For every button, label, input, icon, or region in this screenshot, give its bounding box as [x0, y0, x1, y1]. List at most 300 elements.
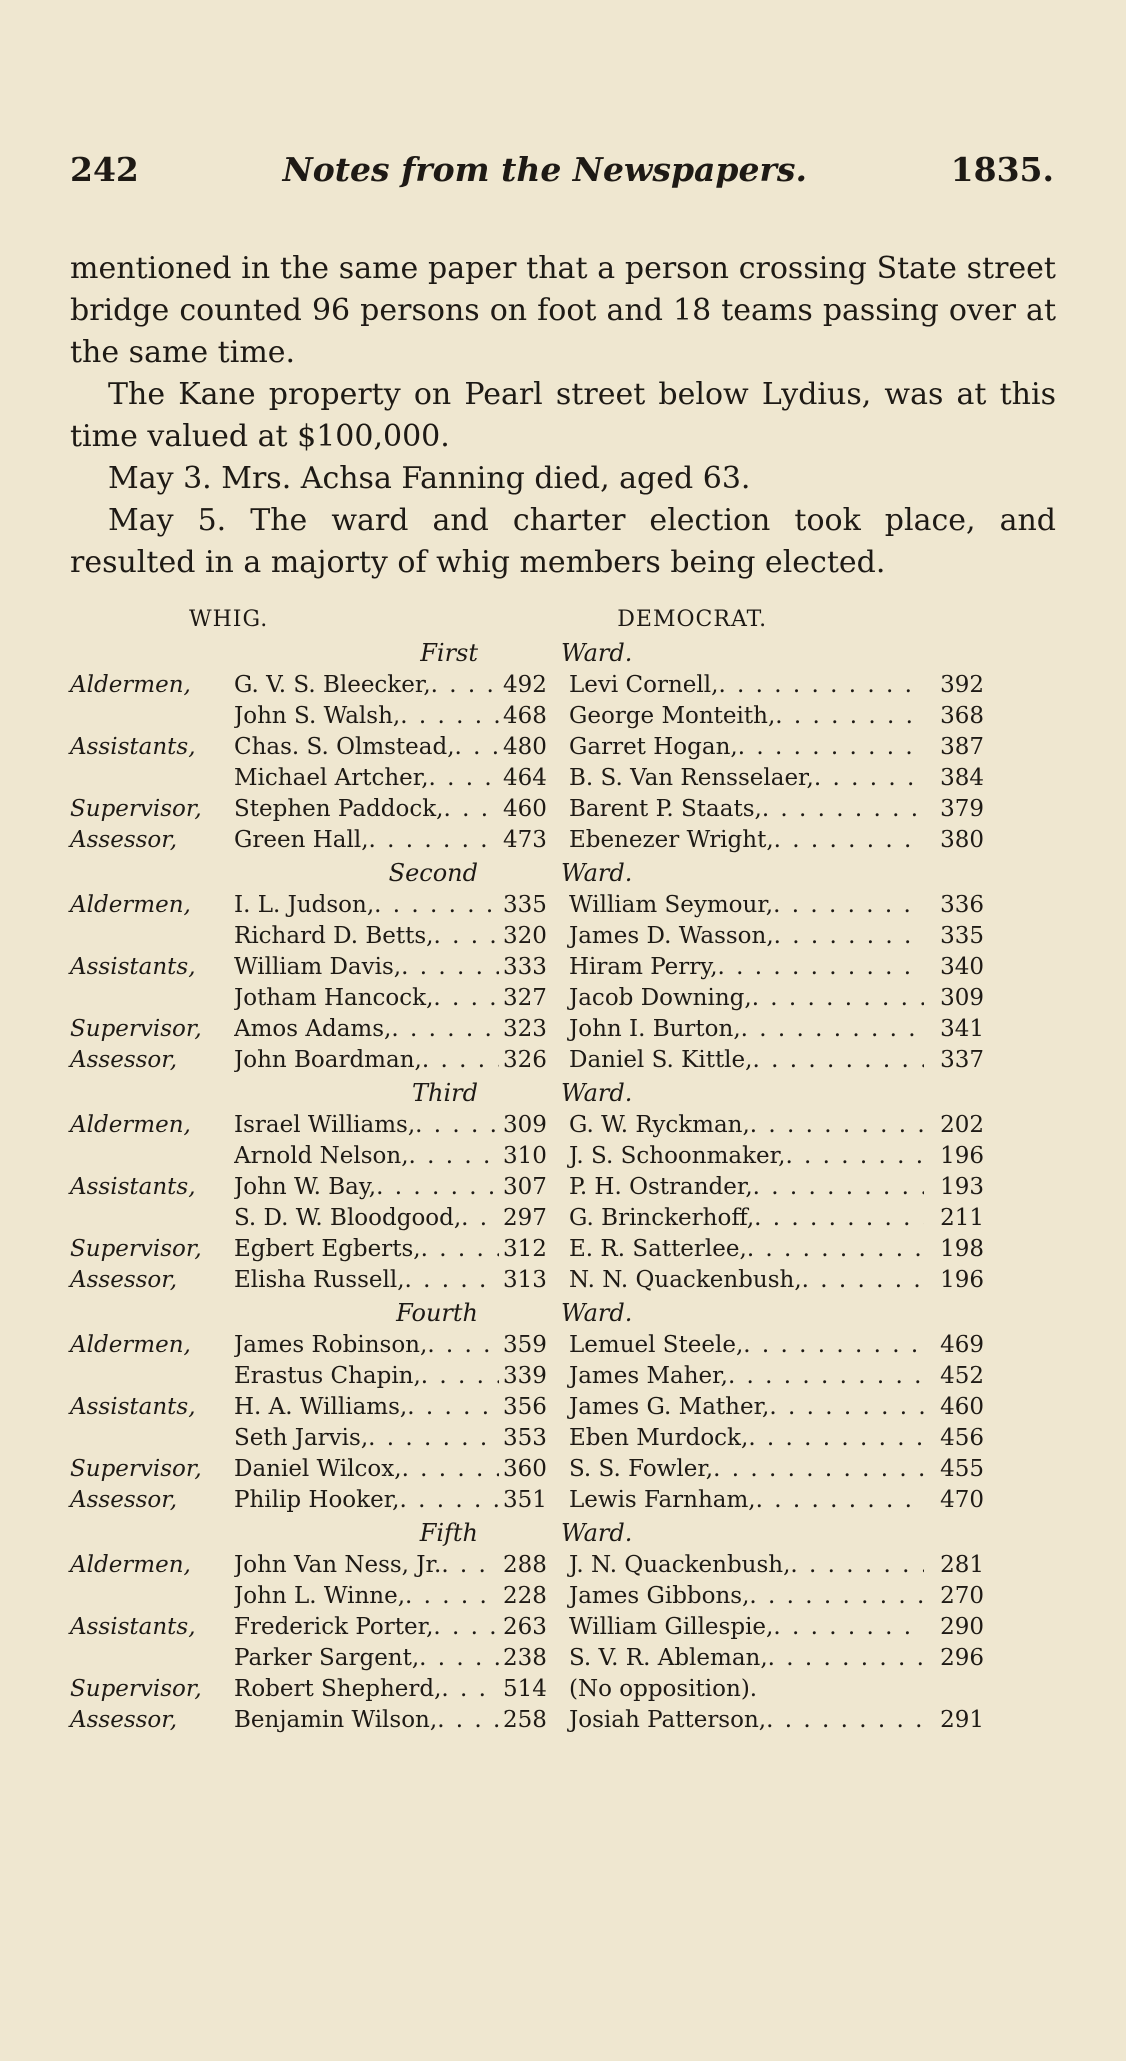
- table-row: [70, 1612, 1056, 1643]
- table-row: [70, 794, 1056, 825]
- whig-candidate-cell: [234, 1392, 499, 1423]
- whig-votes: 473: [503, 827, 547, 853]
- democrat-candidate-cell: [561, 1361, 924, 1392]
- paragraph: The Kane property on Pearl street below Lydius, was at this time valued at $100,000.: [70, 377, 1056, 454]
- whig-candidate-cell: [234, 921, 499, 952]
- table-row: [70, 670, 1056, 701]
- paragraph: mentioned in the same paper that a person crossing State street bridge counted 96 persons on foot and 18 teams passing over at the same time.: [70, 251, 1056, 370]
- democrat-candidate-cell: [561, 1581, 924, 1612]
- running-year: 1835.: [950, 150, 1054, 189]
- office-label: Aldermen,: [70, 672, 191, 698]
- whig-votes: 492: [503, 672, 547, 698]
- democrat-candidate-cell: [561, 1643, 924, 1674]
- office-label: [70, 921, 234, 952]
- table-row: [70, 1454, 1056, 1485]
- office-label: Aldermen,: [70, 1552, 191, 1578]
- democrat-candidate: James Gibbons,: [569, 1583, 750, 1609]
- whig-candidate-cell: [234, 1110, 499, 1141]
- table-row: [70, 1014, 1056, 1045]
- democrat-candidate-cell: [561, 763, 924, 794]
- whig-candidate: Green Hall,: [234, 827, 369, 853]
- whig-candidate: Erastus Chapin,: [234, 1363, 421, 1389]
- democrat-candidate: George Monteith,: [569, 703, 776, 729]
- democrat-candidate-cell: [561, 1705, 924, 1736]
- whig-votes: 327: [503, 985, 547, 1011]
- democrat-candidate-cell: [561, 1454, 924, 1485]
- office-label: [70, 1203, 234, 1234]
- whig-candidate-cell: [234, 1265, 499, 1296]
- leader-dots: [391, 1014, 499, 1045]
- democrat-candidate: James Maher,: [569, 1363, 728, 1389]
- leader-dots: [743, 1330, 924, 1361]
- table-row: [70, 1361, 1056, 1392]
- democrat-candidate: William Gillespie,: [569, 1614, 774, 1640]
- whig-candidate: Frederick Porter,: [234, 1614, 434, 1640]
- whig-candidate: John Van Ness, Jr.: [234, 1552, 442, 1578]
- democrat-votes: 193: [940, 1174, 984, 1200]
- paragraph: May 3. Mrs. Achsa Fanning died, aged 63.: [108, 461, 751, 496]
- democrat-candidate: S. V. R. Ableman,: [569, 1645, 768, 1671]
- whig-candidate: John W. Bay,: [234, 1174, 377, 1200]
- democrat-votes: 460: [940, 1394, 984, 1420]
- democrat-candidate: G. W. Ryckman,: [569, 1112, 750, 1138]
- whig-votes: 263: [503, 1614, 547, 1640]
- whig-candidate-cell: [234, 732, 499, 763]
- table-row: [70, 732, 1056, 763]
- office-label: Assessor,: [70, 1487, 178, 1513]
- table-row: [70, 1330, 1056, 1361]
- whig-candidate-cell: [234, 701, 499, 732]
- leader-dots: [752, 983, 924, 1014]
- leader-dots: [774, 921, 924, 952]
- office-label: Supervisor,: [70, 1456, 202, 1482]
- office-label: Aldermen,: [70, 1112, 191, 1138]
- leader-dots: [766, 1705, 924, 1736]
- ward-label: Ward.: [561, 1299, 633, 1327]
- table-row: [70, 921, 1056, 952]
- democrat-candidate: James G. Mather,: [569, 1394, 770, 1420]
- democrat-votes: 469: [940, 1332, 984, 1358]
- leader-dots: [437, 1705, 499, 1736]
- whig-candidate-cell: [234, 1172, 499, 1203]
- whig-votes: 351: [503, 1487, 547, 1513]
- office-label: Assistants,: [70, 1614, 196, 1640]
- whig-candidate-cell: [234, 1454, 499, 1485]
- democrat-heading: DEMOCRAT.: [617, 607, 768, 632]
- office-label: [70, 1423, 234, 1454]
- democrat-candidate-cell: [561, 670, 924, 701]
- whig-candidate: John Boardman,: [234, 1047, 422, 1073]
- democrat-candidate: Barent P. Staats,: [569, 796, 762, 822]
- democrat-candidate: J. N. Quackenbush,: [569, 1552, 791, 1578]
- whig-votes: 339: [503, 1363, 547, 1389]
- ward-heading: [70, 636, 1056, 670]
- democrat-candidate-cell: [561, 1110, 924, 1141]
- table-row: [70, 1172, 1056, 1203]
- democrat-votes: 337: [940, 1047, 984, 1073]
- leader-dots: [738, 732, 924, 763]
- whig-votes: 359: [503, 1332, 547, 1358]
- table-row: [70, 1423, 1056, 1454]
- whig-candidate: Chas. S. Olmstead,: [234, 734, 455, 760]
- leader-dots: [431, 670, 499, 701]
- whig-votes: 460: [503, 796, 547, 822]
- leader-dots: [754, 1203, 924, 1234]
- whig-votes: 307: [503, 1174, 547, 1200]
- ward-ordinal: Second: [388, 859, 478, 887]
- office-label: [70, 701, 234, 732]
- leader-dots: [455, 732, 499, 763]
- leader-dots: [769, 1392, 924, 1423]
- running-header: [70, 150, 1056, 190]
- democrat-candidate: (No opposition).: [569, 1676, 758, 1702]
- leader-dots: [775, 701, 924, 732]
- democrat-votes: 335: [940, 923, 984, 949]
- ward-label: Ward.: [561, 1519, 633, 1547]
- office-label: [70, 1581, 234, 1612]
- whig-candidate: Philip Hooker,: [234, 1487, 400, 1513]
- table-row: [70, 1045, 1056, 1076]
- whig-candidate-cell: [234, 1485, 499, 1516]
- whig-votes: 313: [503, 1267, 547, 1293]
- office-label: Assessor,: [70, 1267, 178, 1293]
- whig-candidate-cell: [234, 794, 499, 825]
- leader-dots: [752, 1045, 924, 1076]
- leader-dots: [753, 1172, 924, 1203]
- table-row: [70, 763, 1056, 794]
- whig-votes: 333: [503, 954, 547, 980]
- office-label: [70, 763, 234, 794]
- whig-candidate: Parker Sargent,: [234, 1645, 420, 1671]
- whig-candidate: G. V. S. Bleecker,: [234, 672, 431, 698]
- democrat-votes: [924, 1674, 984, 1705]
- whig-votes: 464: [503, 765, 547, 791]
- democrat-candidate-cell: [561, 1392, 924, 1423]
- whig-heading: WHIG.: [189, 607, 269, 632]
- whig-votes: 310: [503, 1143, 547, 1169]
- democrat-votes: 270: [940, 1583, 984, 1609]
- whig-votes: 323: [503, 1016, 547, 1042]
- whig-candidate: Elisha Russell,: [234, 1267, 405, 1293]
- democrat-candidate-cell: [561, 1612, 924, 1643]
- whig-candidate-cell: [234, 890, 499, 921]
- table-row: [70, 1581, 1056, 1612]
- democrat-candidate: Ebenezer Wright,: [569, 827, 774, 853]
- leader-dots: [369, 825, 499, 856]
- whig-candidate: Robert Shepherd,: [234, 1676, 442, 1702]
- democrat-candidate-cell: [561, 952, 924, 983]
- whig-votes: 320: [503, 923, 547, 949]
- whig-votes: 468: [503, 703, 547, 729]
- democrat-candidate-cell: [561, 1172, 924, 1203]
- whig-candidate: Amos Adams,: [234, 1016, 392, 1042]
- leader-dots: [774, 825, 924, 856]
- whig-candidate-cell: [234, 1705, 499, 1736]
- leader-dots: [718, 670, 924, 701]
- whig-votes: 326: [503, 1047, 547, 1073]
- democrat-candidate: Lewis Farnham,: [569, 1487, 756, 1513]
- democrat-candidate: Garret Hogan,: [569, 734, 738, 760]
- leader-dots: [785, 1141, 924, 1172]
- democrat-candidate-cell: [561, 1423, 924, 1454]
- leader-dots: [429, 763, 499, 794]
- democrat-candidate: Daniel S. Kittle,: [569, 1047, 753, 1073]
- whig-candidate-cell: [234, 1643, 499, 1674]
- leader-dots: [773, 890, 924, 921]
- leader-dots: [419, 1643, 499, 1674]
- whig-votes: 353: [503, 1425, 547, 1451]
- table-row: [70, 1674, 1056, 1705]
- leader-dots: [433, 983, 499, 1014]
- democrat-votes: 309: [940, 985, 984, 1011]
- ward-heading: [70, 1296, 1056, 1330]
- leader-dots: [427, 1330, 499, 1361]
- whig-candidate: Benjamin Wilson,: [234, 1707, 438, 1733]
- leader-dots: [368, 1423, 499, 1454]
- office-label: [70, 1361, 234, 1392]
- democrat-candidate: William Seymour,: [569, 892, 774, 918]
- table-row: [70, 1705, 1056, 1736]
- democrat-candidate: Jacob Downing,: [569, 985, 752, 1011]
- leader-dots: [748, 1423, 924, 1454]
- democrat-candidate-cell: [561, 983, 924, 1014]
- office-label: Supervisor,: [70, 1236, 202, 1262]
- running-title: Notes from the Newspapers.: [282, 150, 807, 189]
- whig-candidate-cell: [234, 1612, 499, 1643]
- leader-dots: [773, 1612, 924, 1643]
- whig-votes: 288: [503, 1552, 547, 1578]
- democrat-votes: 387: [940, 734, 984, 760]
- ward-heading: [70, 856, 1056, 890]
- whig-candidate: Richard D. Betts,: [234, 923, 434, 949]
- leader-dots: [421, 1361, 499, 1392]
- whig-candidate-cell: [234, 983, 499, 1014]
- ward-ordinal: Fourth: [396, 1299, 478, 1327]
- whig-candidate-cell: [234, 1581, 499, 1612]
- table-row: [70, 1392, 1056, 1423]
- democrat-votes: 198: [940, 1236, 984, 1262]
- table-row: [70, 1203, 1056, 1234]
- democrat-votes: 368: [940, 703, 984, 729]
- office-label: Assistants,: [70, 954, 196, 980]
- leader-dots: [713, 1454, 924, 1485]
- leader-dots: [401, 952, 499, 983]
- whig-candidate-cell: [234, 1423, 499, 1454]
- leader-dots: [405, 1581, 499, 1612]
- table-row: [70, 952, 1056, 983]
- leader-dots: [422, 1045, 499, 1076]
- leader-dots: [441, 1674, 499, 1705]
- democrat-candidate: Josiah Patterson,: [569, 1707, 767, 1733]
- democrat-candidate-cell: [561, 1330, 924, 1361]
- party-headings: [70, 604, 1056, 636]
- whig-candidate: Arnold Nelson,: [234, 1143, 409, 1169]
- office-label: Supervisor,: [70, 1016, 202, 1042]
- whig-candidate: James Robinson,: [234, 1332, 428, 1358]
- whig-votes: 514: [503, 1676, 547, 1702]
- whig-votes: 360: [503, 1456, 547, 1482]
- democrat-candidate-cell: [561, 921, 924, 952]
- leader-dots: [814, 763, 924, 794]
- democrat-votes: 296: [940, 1645, 984, 1671]
- ward-ordinal: Fifth: [419, 1519, 478, 1547]
- democrat-candidate: Hiram Perry,: [569, 954, 718, 980]
- leader-dots: [415, 1110, 499, 1141]
- office-label: Aldermen,: [70, 1332, 191, 1358]
- democrat-candidate-cell: [561, 1014, 924, 1045]
- leader-dots: [399, 1485, 499, 1516]
- table-row: [70, 825, 1056, 856]
- democrat-votes: 470: [940, 1487, 984, 1513]
- leader-dots: [461, 1203, 499, 1234]
- leader-dots: [747, 1234, 924, 1265]
- leader-dots: [409, 1141, 499, 1172]
- leader-dots: [433, 921, 499, 952]
- leader-dots: [749, 1581, 924, 1612]
- table-row: [70, 983, 1056, 1014]
- democrat-candidate-cell: [561, 794, 924, 825]
- ward-label: Ward.: [561, 639, 633, 667]
- office-label: Assistants,: [70, 1394, 196, 1420]
- whig-candidate: I. L. Judson,: [234, 892, 375, 918]
- democrat-candidate-cell: [561, 1674, 924, 1705]
- democrat-candidate: E. R. Satterlee,: [569, 1236, 747, 1262]
- whig-candidate-cell: [234, 763, 499, 794]
- leader-dots: [433, 1612, 499, 1643]
- whig-candidate-cell: [234, 1330, 499, 1361]
- whig-candidate-cell: [234, 1550, 499, 1581]
- table-row: [70, 1550, 1056, 1581]
- democrat-candidate: Eben Murdock,: [569, 1425, 749, 1451]
- whig-candidate-cell: [234, 1361, 499, 1392]
- democrat-candidate-cell: [561, 701, 924, 732]
- whig-candidate-cell: [234, 1203, 499, 1234]
- democrat-candidate: P. H. Ostrander,: [569, 1174, 753, 1200]
- office-label: Assistants,: [70, 1174, 196, 1200]
- whig-candidate: John L. Winne,: [234, 1583, 406, 1609]
- paragraph: May 5. The ward and charter election took place, and resulted in a majorty of whig members being elected.: [70, 503, 1056, 580]
- democrat-votes: 336: [940, 892, 984, 918]
- ward-label: Ward.: [561, 1079, 633, 1107]
- office-label: Supervisor,: [70, 796, 202, 822]
- leader-dots: [407, 1392, 499, 1423]
- leader-dots: [802, 1265, 924, 1296]
- ward-ordinal: First: [420, 639, 478, 667]
- democrat-votes: 196: [940, 1143, 984, 1169]
- whig-votes: 228: [503, 1583, 547, 1609]
- whig-candidate: Israel Williams,: [234, 1112, 416, 1138]
- leader-dots: [443, 794, 499, 825]
- democrat-votes: 290: [940, 1614, 984, 1640]
- leader-dots: [741, 1014, 924, 1045]
- office-label: [70, 1141, 234, 1172]
- democrat-votes: 456: [940, 1425, 984, 1451]
- election-results-table: [70, 636, 1056, 1736]
- democrat-votes: 384: [940, 765, 984, 791]
- table-row: [70, 1643, 1056, 1674]
- whig-votes: 258: [503, 1707, 547, 1733]
- whig-candidate: Michael Artcher,: [234, 765, 429, 791]
- office-label: [70, 1643, 234, 1674]
- democrat-candidate-cell: [561, 1045, 924, 1076]
- table-row: [70, 1265, 1056, 1296]
- democrat-candidate: Lemuel Steele,: [569, 1332, 744, 1358]
- democrat-candidate-cell: [561, 1141, 924, 1172]
- leader-dots: [421, 1234, 499, 1265]
- democrat-votes: 340: [940, 954, 984, 980]
- leader-dots: [762, 794, 924, 825]
- page-number: 242: [70, 150, 139, 189]
- democrat-votes: 380: [940, 827, 984, 853]
- whig-candidate: S. D. W. Bloodgood,: [234, 1205, 462, 1231]
- leader-dots: [756, 1485, 924, 1516]
- democrat-candidate-cell: [561, 890, 924, 921]
- whig-candidate: Stephen Paddock,: [234, 796, 444, 822]
- ward-heading: [70, 1076, 1056, 1110]
- whig-candidate-cell: [234, 952, 499, 983]
- whig-candidate-cell: [234, 1045, 499, 1076]
- leader-dots: [376, 1172, 499, 1203]
- democrat-candidate: G. Brinckerhoff,: [569, 1205, 755, 1231]
- whig-votes: 356: [503, 1394, 547, 1420]
- leader-dots: [402, 1454, 499, 1485]
- democrat-votes: 211: [940, 1205, 984, 1231]
- office-label: Supervisor,: [70, 1676, 202, 1702]
- whig-votes: 238: [503, 1645, 547, 1671]
- democrat-votes: 452: [940, 1363, 984, 1389]
- whig-candidate-cell: [234, 1014, 499, 1045]
- democrat-candidate-cell: [561, 825, 924, 856]
- office-label: [70, 983, 234, 1014]
- democrat-votes: 341: [940, 1016, 984, 1042]
- leader-dots: [405, 1265, 499, 1296]
- democrat-votes: 281: [940, 1552, 984, 1578]
- leader-dots: [728, 1361, 924, 1392]
- whig-candidate: Daniel Wilcox,: [234, 1456, 402, 1482]
- democrat-candidate-cell: [561, 1234, 924, 1265]
- democrat-candidate-cell: [561, 1203, 924, 1234]
- ward-heading: [70, 1516, 1056, 1550]
- whig-candidate: John S. Walsh,: [234, 703, 401, 729]
- democrat-votes: 392: [940, 672, 984, 698]
- democrat-candidate: Levi Cornell,: [569, 672, 719, 698]
- leader-dots: [768, 1643, 924, 1674]
- whig-candidate-cell: [234, 1141, 499, 1172]
- whig-candidate: William Davis,: [234, 954, 402, 980]
- table-row: [70, 1141, 1056, 1172]
- leader-dots: [400, 701, 499, 732]
- whig-candidate-cell: [234, 670, 499, 701]
- leader-dots: [718, 952, 924, 983]
- table-row: [70, 701, 1056, 732]
- whig-candidate: Egbert Egberts,: [234, 1236, 421, 1262]
- ward-label: Ward.: [561, 859, 633, 887]
- leader-dots: [790, 1550, 924, 1581]
- whig-votes: 480: [503, 734, 547, 760]
- office-label: Assessor,: [70, 1707, 178, 1733]
- office-label: Assessor,: [70, 1047, 178, 1073]
- democrat-candidate: N. N. Quackenbush,: [569, 1267, 802, 1293]
- whig-candidate: H. A. Williams,: [234, 1394, 408, 1420]
- leader-dots: [750, 1110, 924, 1141]
- table-row: [70, 1485, 1056, 1516]
- democrat-votes: 379: [940, 796, 984, 822]
- table-row: [70, 1234, 1056, 1265]
- whig-votes: 335: [503, 892, 547, 918]
- democrat-votes: 196: [940, 1267, 984, 1293]
- table-row: [70, 890, 1056, 921]
- democrat-votes: 455: [940, 1456, 984, 1482]
